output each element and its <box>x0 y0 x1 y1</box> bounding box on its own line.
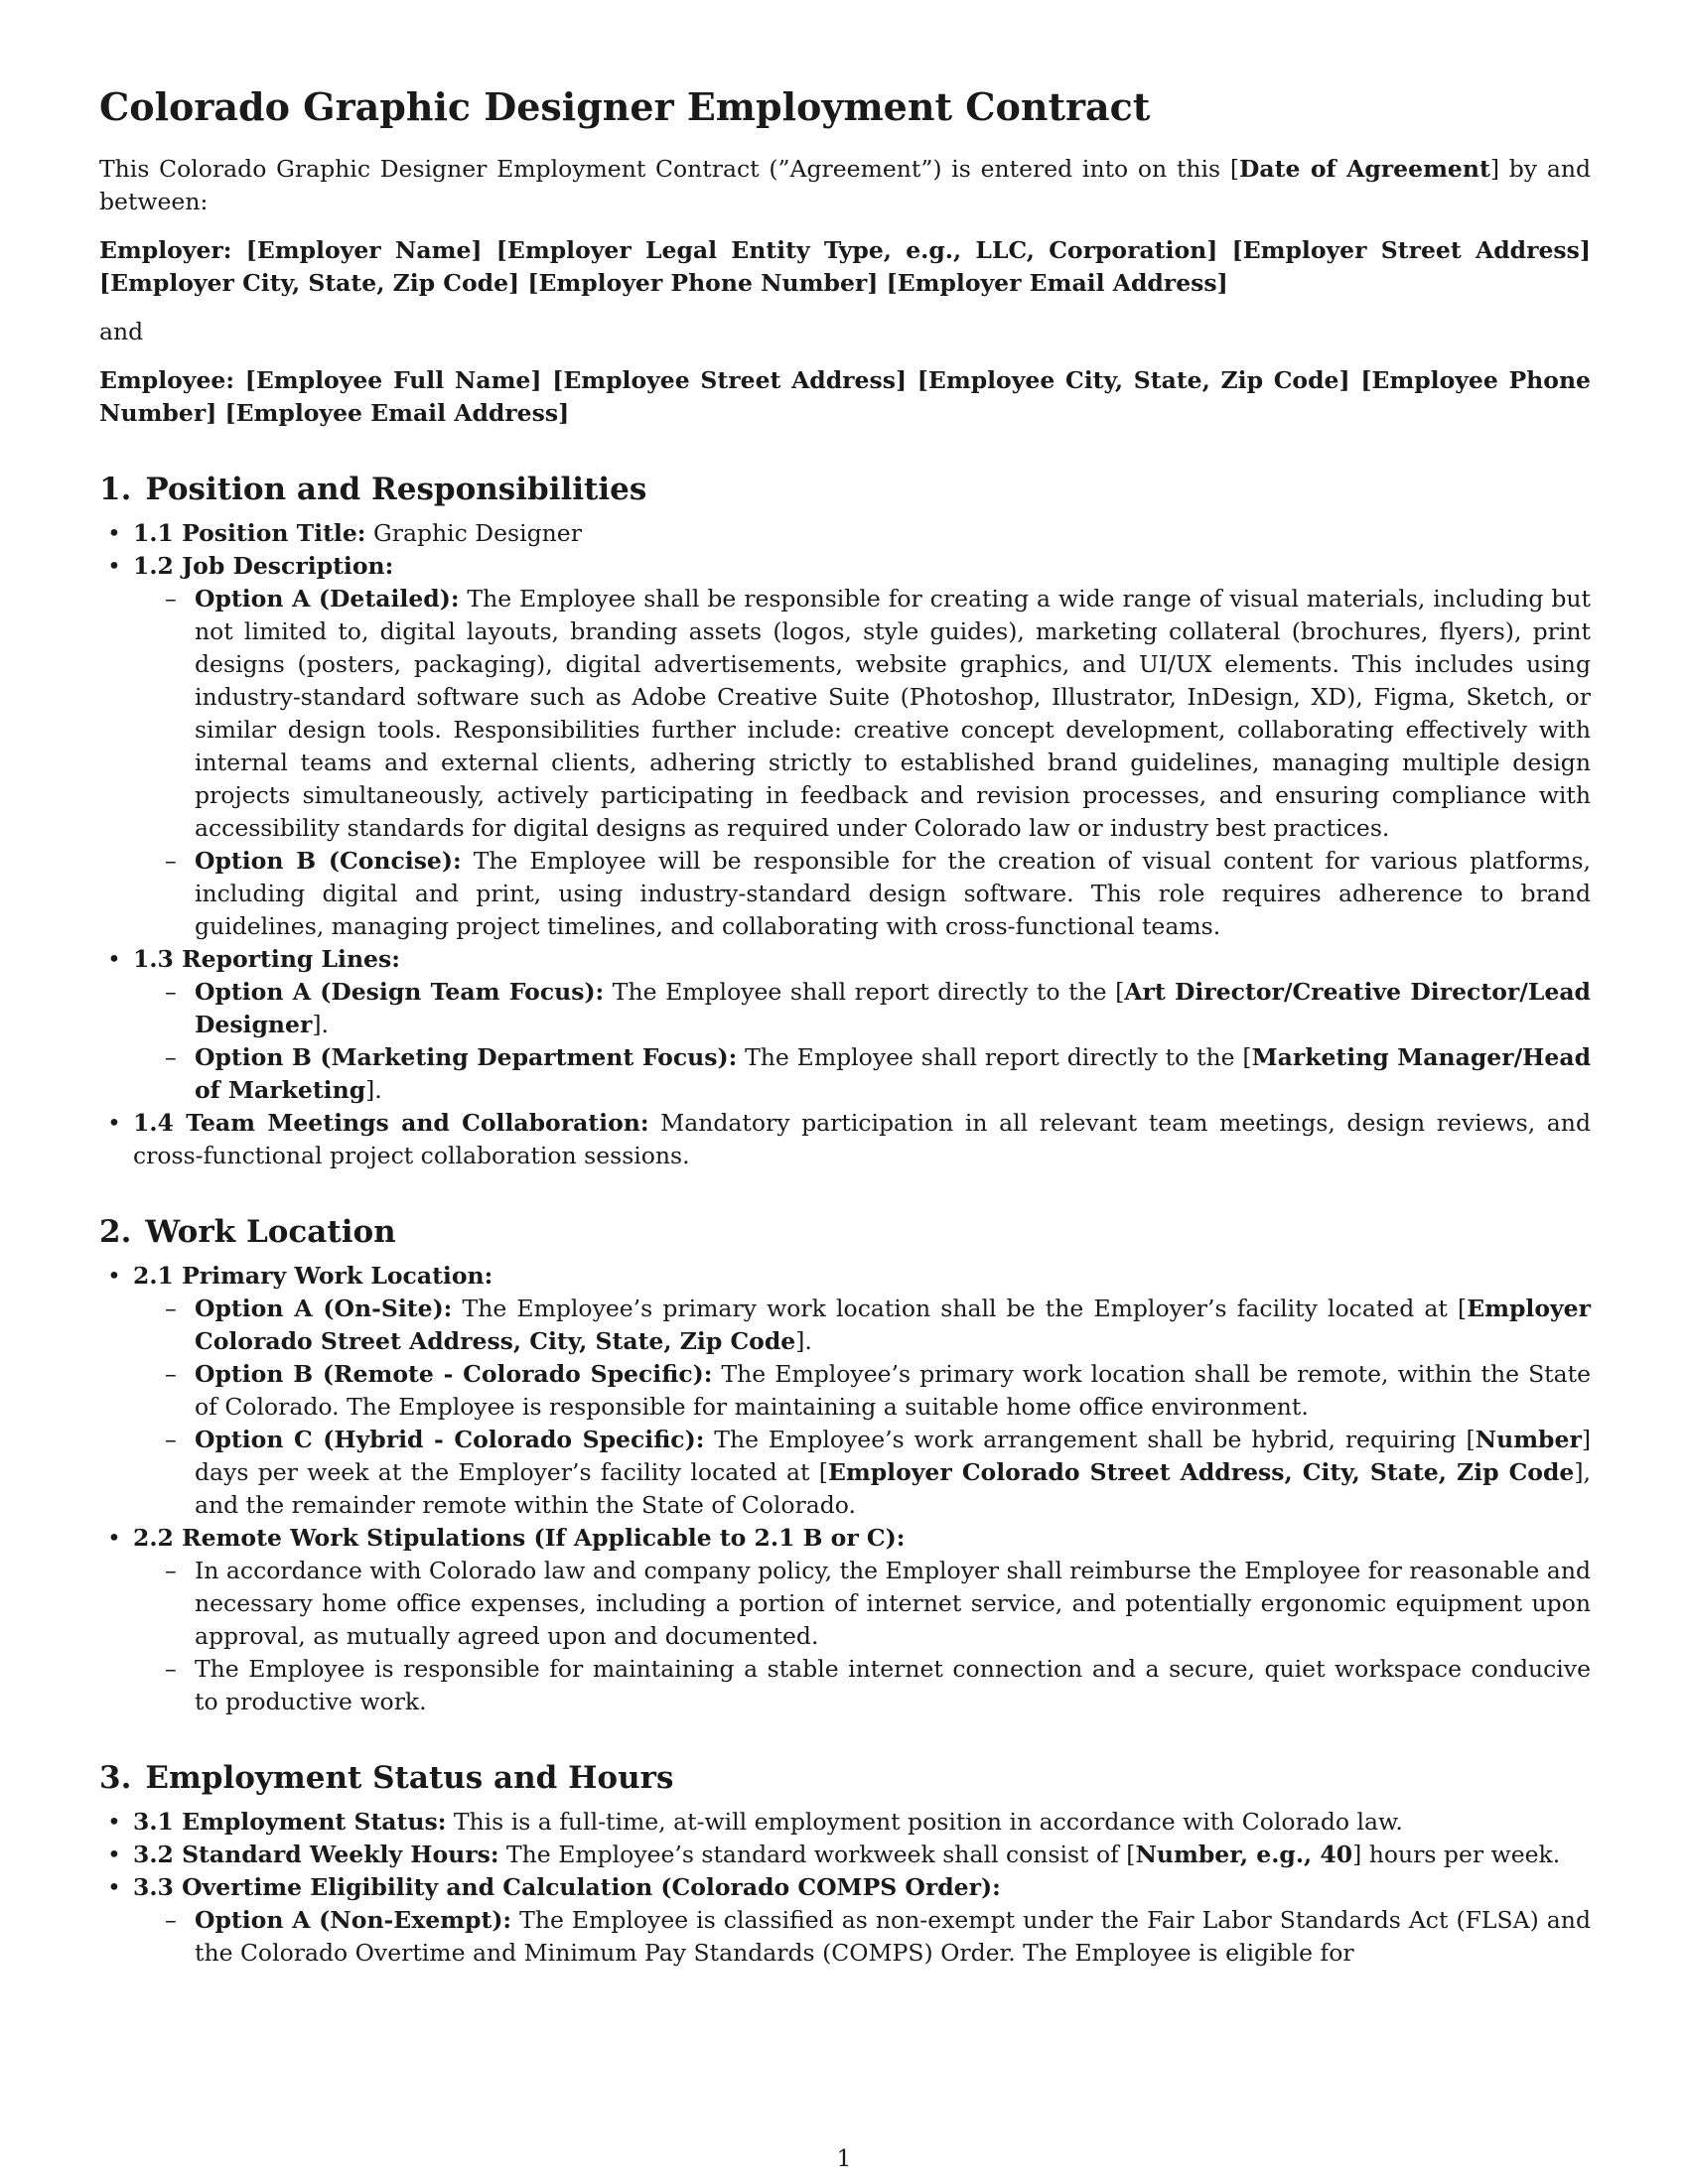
employer-fields: [Employer Name] [Employer Legal Entity Type, e.g., LLC, Corporation] [Employer Street Address] [Employer City, State, Zip Code] [Employer Phone Number] [Employer Email Address] <box>99 236 1591 297</box>
option-label: Option A (Detailed): <box>195 585 460 613</box>
employer-label: Employer: <box>99 236 246 264</box>
clause-3-3-options <box>133 1904 1591 1970</box>
option-text: The Employee’s work arrangement shall be hybrid, requiring [ <box>704 1426 1476 1453</box>
clause-1-4-text: Mandatory participation in all relevant team meetings, design reviews, and cross-functional project collaboration sessions. <box>133 1109 1591 1169</box>
option-label: Option A (Design Team Focus): <box>195 978 605 1006</box>
option-text: The Employee shall report directly to the [ <box>737 1043 1252 1071</box>
section-2-number: 2. <box>99 1214 132 1250</box>
intro-text-after: ] by and between: <box>99 155 1592 215</box>
employee-fields: [Employee Full Name] [Employee Street Address] [Employee City, State, Zip Code] [Employee Phone Number] [Employee Email Address] <box>99 366 1591 427</box>
option-text: The Employee shall report directly to the [ <box>604 978 1125 1006</box>
section-3-list <box>99 1806 1591 1970</box>
clause-1-1-label: 1.1 Position Title: <box>133 519 366 547</box>
clause-1-3 <box>133 943 1591 1107</box>
clause-2-1 <box>133 1260 1591 1522</box>
clause-1-4-label: 1.4 Team Meetings and Collaboration: <box>133 1109 649 1137</box>
clause-1-2-label: 1.2 Job Description: <box>133 552 394 580</box>
section-1-heading <box>99 470 1591 509</box>
clause-2-2-item: – In accordance with Colorado law and company policy, the Employer shall reimburse the Employee for reasonable and necessary home office expenses, including a portion of internet service, and potentially ergonomic equipment upon approval, as mutually agreed upon and documented. <box>195 1555 1591 1653</box>
clause-3-1-text: This is a full-time, at-will employment position in accordance with Colorado law. <box>446 1808 1403 1836</box>
employee-block <box>99 364 1591 430</box>
clause-2-1-option-c <box>195 1424 1591 1522</box>
clause-1-3-label: 1.3 Reporting Lines: <box>133 945 400 973</box>
clause-2-1-option-b <box>195 1358 1591 1424</box>
section-1-title: Position and Responsibilities <box>145 472 647 507</box>
option-placeholder: Number <box>1475 1426 1582 1453</box>
option-label: Option B (Remote - Colorado Specific): <box>195 1360 713 1388</box>
clause-1-3-option-b <box>195 1041 1591 1107</box>
clause-1-2-option-a <box>195 583 1591 845</box>
contract-page <box>99 83 1591 1970</box>
clause-3-2 <box>133 1839 1591 1871</box>
clause-3-1-label: 3.1 Employment Status: <box>133 1808 447 1836</box>
employee-label: Employee: <box>99 366 245 394</box>
clause-3-2-text-end: ] hours per week. <box>1352 1841 1561 1868</box>
clause-1-3-option-a <box>195 976 1591 1041</box>
section-2-heading <box>99 1212 1591 1252</box>
section-2-list <box>99 1260 1591 1718</box>
option-text: The Employee is classified as non-exempt under the Fair Labor Standards Act (FLSA) and the Colorado Overtime and Minimum Pay Standards (COMPS) Order. The Employee is eligible for <box>195 1906 1591 1967</box>
clause-2-1-option-a <box>195 1293 1591 1358</box>
option-text: The Employee’s primary work location shall be remote, within the State of Colorado. The Employee is responsible for maintaining a suitable home office environment. <box>195 1360 1591 1421</box>
option-label: Option B (Marketing Department Focus): <box>195 1043 738 1071</box>
option-label: Option A (Non-Exempt): <box>195 1906 512 1934</box>
option-text-end: ], and the remainder remote within the State of Colorado. <box>195 1458 1591 1519</box>
option-placeholder: Employer Colorado Street Address, City, State, Zip Code <box>827 1458 1575 1486</box>
clause-3-2-text: The Employee’s standard workweek shall consist of [ <box>498 1841 1136 1868</box>
employer-block <box>99 234 1591 300</box>
option-text: The Employee shall be responsible for creating a wide range of visual materials, including but not limited to, digital layouts, branding assets (logos, style guides), marketing collateral (brochures, flyers), print designs (posters, packaging), digital advertisements, website graphics, and UI/UX elements. This includes using industry-standard software such as Adobe Creative Suite (Photoshop, Illustrator, InDesign, XD), Figma, Sketch, or similar design tools. Responsibilities further include: creative concept development, collaborating effectively with internal teams and external clients, adhering strictly to established brand guidelines, managing multiple design projects simultaneously, actively participating in feedback and revision processes, and ensuring compliance with accessibility standards for digital designs as required under Colorado law or industry best practices. <box>195 585 1592 842</box>
section-3-title: Employment Status and Hours <box>145 1760 674 1796</box>
option-text-end: ]. <box>312 1011 329 1038</box>
clause-1-4 <box>133 1107 1591 1172</box>
intro-text-before: This Colorado Graphic Designer Employment Contract (”Agreement”) is entered into on this [ <box>99 155 1240 183</box>
option-text-end: ]. <box>795 1327 812 1355</box>
clause-1-3-options <box>133 976 1591 1107</box>
date-of-agreement-placeholder: Date of Agreement <box>1239 155 1490 183</box>
intro-paragraph <box>99 153 1591 218</box>
clause-2-1-label: 2.1 Primary Work Location: <box>133 1262 493 1290</box>
clause-3-2-placeholder: Number, e.g., 40 <box>1135 1841 1353 1868</box>
clause-3-3 <box>133 1871 1591 1970</box>
clause-3-2-label: 3.2 Standard Weekly Hours: <box>133 1841 499 1868</box>
option-label: Option C (Hybrid - Colorado Specific): <box>195 1426 705 1453</box>
clause-3-3-label: 3.3 Overtime Eligibility and Calculation (Colorado COMPS Order): <box>133 1873 1001 1901</box>
clause-1-1 <box>133 517 1591 550</box>
clause-2-2-item: – The Employee is responsible for maintaining a stable internet connection and a secure, quiet workspace conducive to productive work. <box>195 1653 1591 1718</box>
clause-2-2-items <box>133 1555 1591 1718</box>
section-3-number: 3. <box>99 1760 132 1796</box>
clause-1-1-text: Graphic Designer <box>365 519 582 547</box>
option-text-mid: ] days per week at the Employer’s facility located at [ <box>195 1426 1591 1486</box>
option-placeholder: Employer Colorado Street Address, City, State, Zip Code <box>195 1295 1592 1355</box>
option-label: Option A (On-Site): <box>195 1295 453 1322</box>
option-text: The Employee’s primary work location shall be the Employer’s facility located at [ <box>452 1295 1468 1322</box>
section-2-title: Work Location <box>145 1214 396 1250</box>
clause-1-2-options <box>133 583 1591 943</box>
option-placeholder: Marketing Manager/Head of Marketing <box>195 1043 1591 1104</box>
clause-3-3-option-a <box>195 1904 1591 1970</box>
option-placeholder: Art Director/Creative Director/Lead Designer <box>195 978 1591 1038</box>
clause-1-2-option-b <box>195 845 1591 943</box>
section-1-list <box>99 517 1591 1172</box>
clause-2-2-label: 2.2 Remote Work Stipulations (If Applicable to 2.1 B or C): <box>133 1524 906 1552</box>
page-number: 1 <box>836 2144 852 2172</box>
document-title: Colorado Graphic Designer Employment Contract <box>99 84 1151 129</box>
section-1-number: 1. <box>99 472 132 507</box>
clause-2-2 <box>133 1522 1591 1718</box>
clause-3-1 <box>133 1806 1591 1839</box>
section-3-heading <box>99 1758 1591 1798</box>
option-text: The Employee will be responsible for the creation of visual content for various platforms, including digital and print, using industry-standard design software. This role requires adherence to brand guidelines, managing project timelines, and collaborating with cross-functional teams. <box>195 847 1591 940</box>
option-text-end: ]. <box>365 1076 382 1104</box>
clause-1-2 <box>133 550 1591 943</box>
and-text: and <box>99 318 144 345</box>
clause-2-1-options <box>133 1293 1591 1522</box>
option-label: Option B (Concise): <box>195 847 462 875</box>
